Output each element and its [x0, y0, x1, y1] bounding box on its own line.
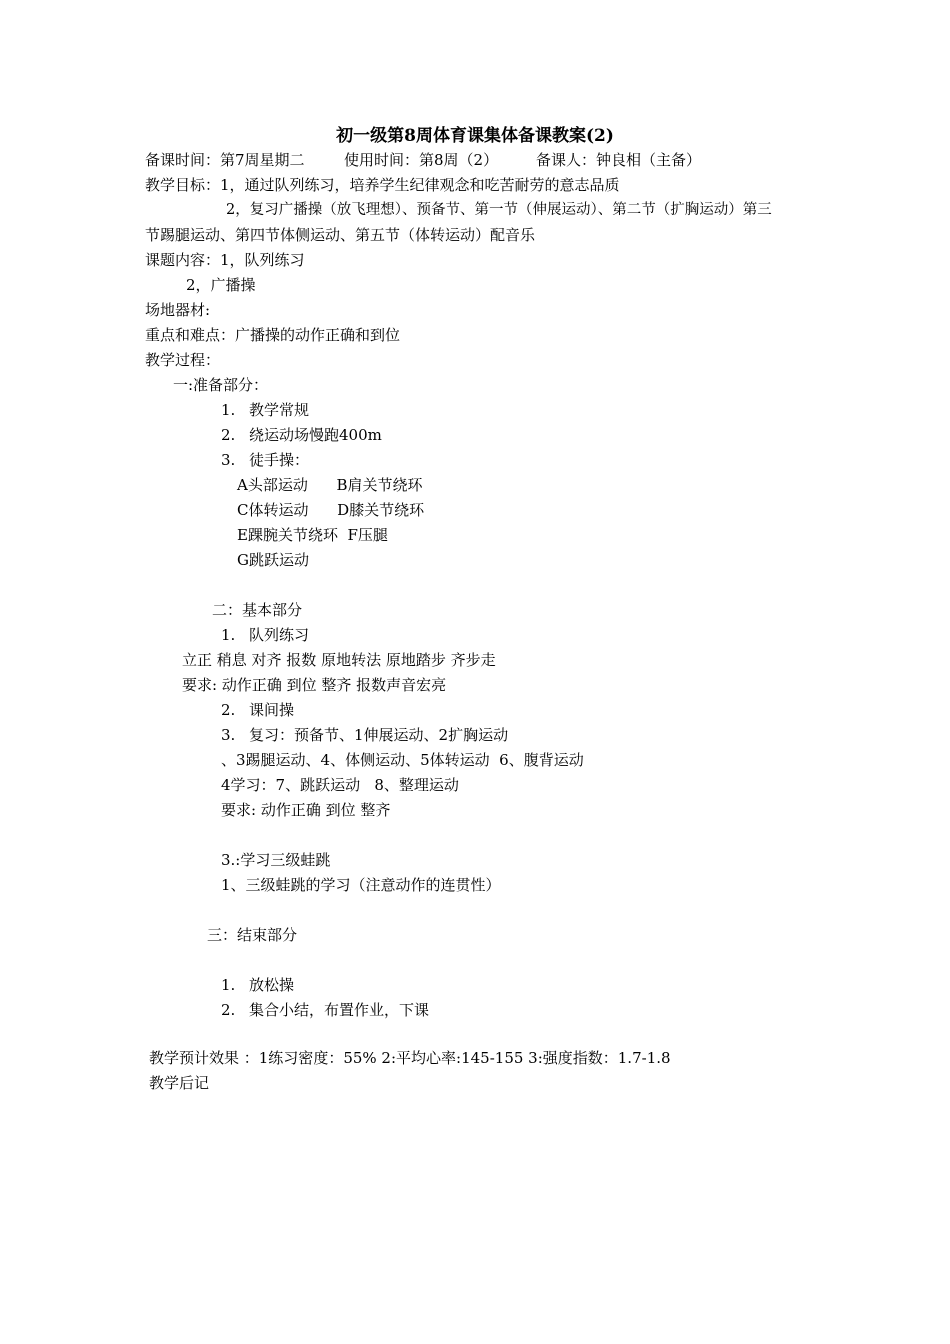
item-number: 2. [221, 701, 236, 719]
document-title: 初一级第8周体育课集体备课教案(2) [336, 126, 614, 146]
item-text: 集合小结，布置作业，下课 [249, 1001, 430, 1019]
part2-item-3 [221, 725, 508, 745]
part1-item-3 [221, 450, 309, 470]
frog-jump-item: 1、三级蛙跳的学习（注意动作的连贯性） [221, 876, 501, 894]
process-label: 教学过程： [145, 351, 221, 369]
topic-line-1: 课题内容：1，队列练习 [145, 251, 305, 269]
item-number: 3. [221, 726, 236, 744]
goals-line-3: 节踢腿运动、第四节体侧运动、第五节（体转运动）配音乐 [145, 226, 536, 244]
requirement-line: 要求: 动作正确 到位 整齐 [221, 801, 391, 819]
item-number: 2. [221, 426, 236, 444]
learn-line: 4学习：7、跳跃运动 8、整理运动 [221, 776, 459, 794]
review-continued: 、3踢腿运动、4、体侧运动、5体转运动 6、腹背运动 [221, 751, 584, 769]
part2-item-1 [221, 625, 309, 645]
item-text: 放松操 [249, 976, 295, 994]
exercise-line-3: E踝腕关节绕环 F压腿 [237, 526, 388, 544]
item-text: 徒手操： [249, 451, 310, 469]
postscript: 教学后记 [149, 1074, 210, 1092]
part1-item-1 [221, 400, 309, 420]
part3-heading: 三：结束部分 [207, 926, 298, 944]
use-time: 使用时间：第8周（2） [344, 151, 499, 169]
part3-item-2 [221, 1000, 429, 1020]
preparer: 备课人：钟良相（主备） [536, 151, 702, 169]
key-points: 重点和难点：广播操的动作正确和到位 [145, 326, 401, 344]
goals-line-1: 教学目标：1，通过队列练习，培养学生纪律观念和吃苦耐劳的意志品质 [145, 176, 620, 194]
item-number: 3. [221, 451, 236, 469]
item-number: 2. [221, 1001, 236, 1019]
part3-item-1 [221, 975, 294, 995]
goals-line-2: 2，复习广播操（放飞理想）、预备节、第一节（伸展运动）、第二节（扩胸运动）第三 [226, 202, 772, 218]
part2-item-2 [221, 700, 294, 720]
exercise-line-4: G跳跃运动 [237, 551, 309, 569]
item-number: 1. [221, 626, 236, 644]
drill-requirement: 要求: 动作正确 到位 整齐 报数声音宏亮 [182, 676, 447, 694]
item-text: 教学常规 [249, 401, 310, 419]
item-text: 绕运动场慢跑400m [249, 426, 382, 444]
exercise-line-2: C体转运动 D膝关节绕环 [237, 501, 425, 519]
expected-effect: 教学预计效果 ：1练习密度：55% 2:平均心率:145-155 3:强度指数：1.7-1.8 [149, 1049, 671, 1067]
part1-heading: 一:准备部分： [173, 376, 269, 394]
item-number: 1. [221, 401, 236, 419]
item-number: 1. [221, 976, 236, 994]
item-text: 复习：预备节、1伸展运动、2扩胸运动 [249, 726, 509, 744]
exercise-line-1: A头部运动 B肩关节绕环 [237, 476, 423, 494]
part1-item-2 [221, 425, 382, 445]
topic-line-2: 2，广播操 [186, 276, 256, 294]
item-text: 队列练习 [249, 626, 310, 644]
drill-list: 立正 稍息 对齐 报数 原地转法 原地踏步 齐步走 [182, 651, 496, 669]
item-text: 课间操 [249, 701, 295, 719]
frog-jump-heading: 3.:学习三级蛙跳 [221, 851, 331, 869]
equipment: 场地器材: [145, 301, 211, 319]
part2-heading: 二：基本部分 [212, 601, 303, 619]
prep-time: 备课时间：第7周星期二 [145, 151, 305, 169]
